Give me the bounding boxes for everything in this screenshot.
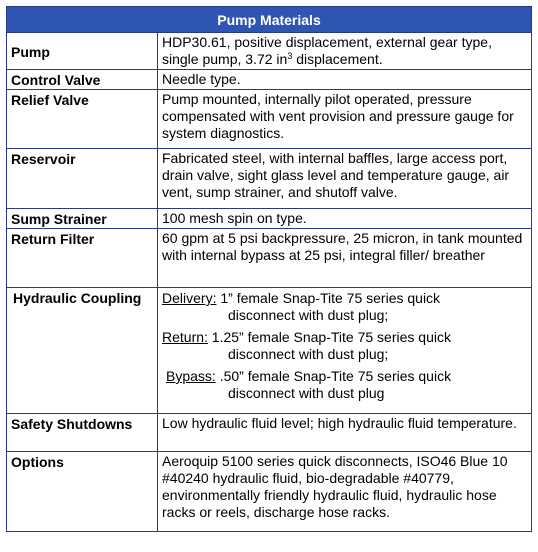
row-value-return-filter: 60 gpm at 5 psi backpressure, 25 micron, in tank mounted with internal bypass at 25 psi, integral filler/ breather xyxy=(158,229,532,288)
coupling-item-return xyxy=(162,329,531,363)
table-row-hydraulic-coupling xyxy=(7,288,532,414)
row-label-options: Options xyxy=(7,452,158,532)
coupling-name-delivery: Delivery: xyxy=(162,290,217,306)
table-row-control-valve xyxy=(7,70,532,90)
table-header-row xyxy=(7,7,532,33)
row-value-control-valve: Needle type. xyxy=(158,70,532,90)
row-label-reservoir: Reservoir xyxy=(7,149,158,209)
coupling-item-bypass xyxy=(162,368,531,402)
coupling-name-return: Return: xyxy=(162,329,208,345)
pump-materials-table-container xyxy=(6,6,532,532)
table-row-relief-valve xyxy=(7,90,532,149)
table-row-pump xyxy=(7,33,532,70)
table-row-options xyxy=(7,452,532,532)
row-label-sump-strainer: Sump Strainer xyxy=(7,209,158,229)
table-title: Pump Materials xyxy=(7,7,532,33)
row-label-hydraulic-coupling: Hydraulic Coupling xyxy=(7,288,158,414)
row-value-sump-strainer: 100 mesh spin on type. xyxy=(158,209,532,229)
coupling-line1-delivery: 1” female Snap-Tite 75 series quick xyxy=(216,290,441,306)
pump-value-superscript: 3 xyxy=(287,51,293,61)
row-label-pump: Pump xyxy=(7,33,158,70)
coupling-item-delivery xyxy=(162,290,531,324)
row-label-control-valve: Control Valve xyxy=(7,70,158,90)
coupling-line1-bypass: .50” female Snap-Tite 75 series quick xyxy=(215,368,452,384)
row-value-safety-shutdowns: Low hydraulic fluid level; high hydraulic fluid temperature. xyxy=(158,414,532,452)
coupling-line2-bypass: disconnect with dust plug xyxy=(228,385,385,401)
coupling-line1-return: 1.25” female Snap-Tite 75 series quick xyxy=(207,329,451,345)
pump-value-text: HDP30.61, positive displacement, external gear type, single pump, 3.72 in xyxy=(162,34,492,67)
row-label-safety-shutdowns: Safety Shutdowns xyxy=(7,414,158,452)
table-row-return-filter xyxy=(7,229,532,288)
row-label-relief-valve: Relief Valve xyxy=(7,90,158,149)
coupling-line2-delivery: disconnect with dust plug; xyxy=(228,307,389,323)
row-value-hydraulic-coupling xyxy=(158,288,532,414)
row-value-options: Aeroquip 5100 series quick disconnects, ISO46 Blue 10 #40240 hydraulic fluid, bio-degradable #40779, environmentally friendly hydraulic fluid, hydraulic hose racks or reels, discharge hose racks. xyxy=(158,452,532,532)
row-value-relief-valve: Pump mounted, internally pilot operated, pressure compensated with vent provision and pressure gauge for system diagnostics. xyxy=(158,90,532,149)
coupling-name-bypass: Bypass: xyxy=(166,368,216,384)
table-row-safety-shutdowns xyxy=(7,414,532,452)
coupling-line2-return: disconnect with dust plug; xyxy=(228,346,389,362)
pump-value-suffix: displacement. xyxy=(292,51,383,67)
row-value-reservoir: Fabricated steel, with internal baffles, large access port, drain valve, sight glass level and temperature gauge, air vent, sump strainer, and shutoff valve. xyxy=(158,149,532,209)
table-row-sump-strainer xyxy=(7,209,532,229)
row-label-return-filter: Return Filter xyxy=(7,229,158,288)
pump-materials-table xyxy=(6,6,532,532)
table-row-reservoir xyxy=(7,149,532,209)
row-value-pump xyxy=(158,33,532,70)
